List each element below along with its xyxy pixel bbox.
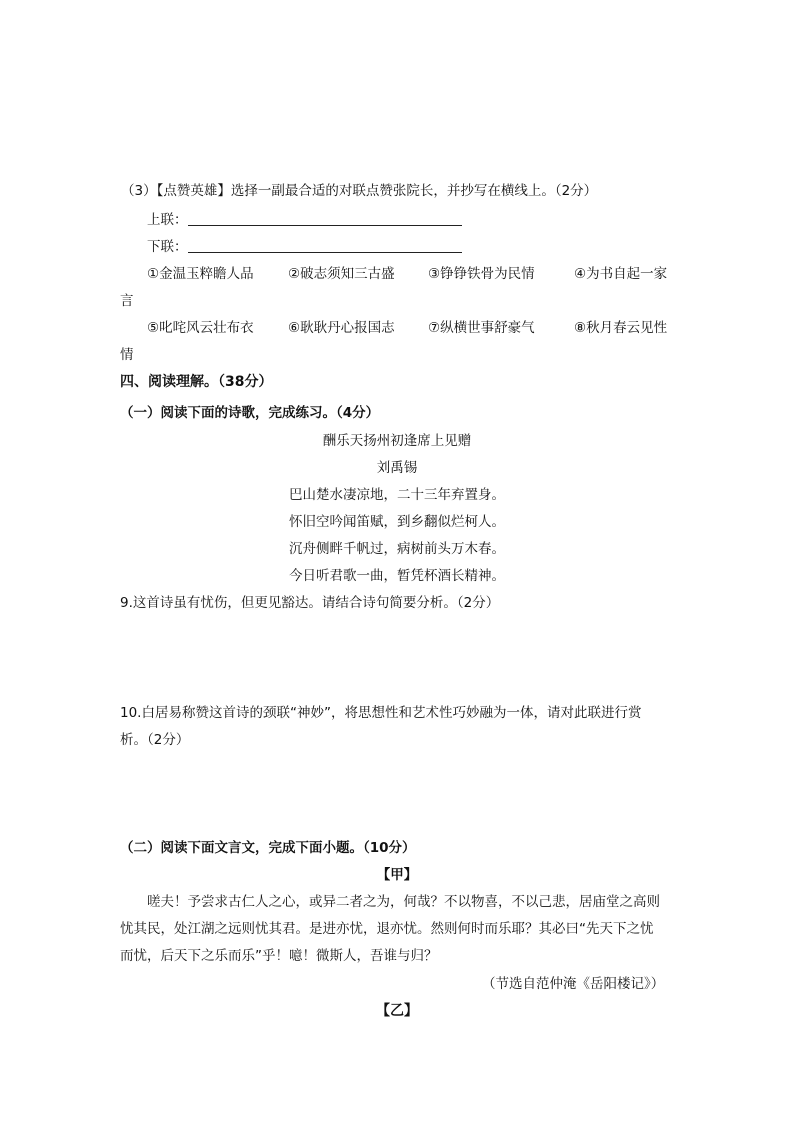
poem-title: 酬乐天扬州初逢席上见赠 <box>322 433 472 449</box>
poem-line: 巴山楚水凄凉地，二十三年弃置身。 <box>289 487 505 503</box>
option-2: ②破志须知三古盛 <box>288 266 395 282</box>
upper-couplet-row <box>147 208 462 228</box>
option-4: ④为书自起一家 <box>574 266 668 282</box>
section-4-title: 四、阅读理解。（38分） <box>120 374 273 390</box>
option-6: ⑥耿耿丹心报国志 <box>288 320 395 336</box>
poem-line: 今日听君歌一曲，暂凭杯酒长精神。 <box>289 568 505 584</box>
lower-couplet-blank[interactable] <box>188 238 462 253</box>
passage-jia-source: （节选自范仲淹《岳阳楼记》） <box>482 976 665 992</box>
option-4-wrap: 言 <box>120 293 134 309</box>
passage-jia-label: 【甲】 <box>376 867 418 883</box>
option-3: ③铮铮铁骨为民情 <box>428 266 535 282</box>
poem-line: 沉舟侧畔千帆过，病树前头万木春。 <box>289 541 505 557</box>
passage-jia-line: 嗟夫！予尝求古仁人之心，或异二者之为，何哉？不以物喜，不以己悲，居庙堂之高则 <box>147 894 660 910</box>
passage-jia-line: 忧其民，处江湖之远则忧其君。是进亦忧，退亦忧。然则何时而乐耶？其必曰“先天下之忧 <box>120 921 654 937</box>
question-9: 9.这首诗虽有忧伤，但更见豁达。请结合诗句简要分析。（2分） <box>120 595 500 611</box>
question-10-line-2: 析。（2分） <box>120 732 190 748</box>
option-8: ⑧秋月春云见性 <box>574 320 668 336</box>
part-2-heading: （二）阅读下面文言文，完成下面小题。（10分） <box>120 840 416 856</box>
lower-couplet-label: 下联： <box>147 239 188 255</box>
upper-couplet-blank[interactable] <box>188 211 462 226</box>
upper-couplet-label: 上联： <box>147 212 188 228</box>
option-7: ⑦纵横世事舒豪气 <box>428 320 535 336</box>
option-5: ⑤叱咤风云壮布衣 <box>147 320 254 336</box>
option-8-wrap: 情 <box>120 347 134 363</box>
poem-author: 刘禹锡 <box>376 460 418 476</box>
question-10-line-1: 10.白居易称赞这首诗的颈联“神妙”，将思想性和艺术性巧妙融为一体，请对此联进行赏 <box>120 705 642 721</box>
passage-jia-line: 而忧，后天下之乐而乐”乎！噫！微斯人，吾谁与归？ <box>120 948 438 964</box>
option-1: ①金温玉粹瞻人品 <box>147 266 254 282</box>
passage-yi-label: 【乙】 <box>376 1003 418 1019</box>
poem-line: 怀旧空吟闻笛赋，到乡翻似烂柯人。 <box>289 514 505 530</box>
lower-couplet-row <box>147 235 462 255</box>
part-1-heading: （一）阅读下面的诗歌，完成练习。（4分） <box>120 405 380 421</box>
q3-prompt: （3）【点赞英雄】选择一副最合适的对联点赞张院长，并抄写在横线上。（2分） <box>121 183 598 199</box>
